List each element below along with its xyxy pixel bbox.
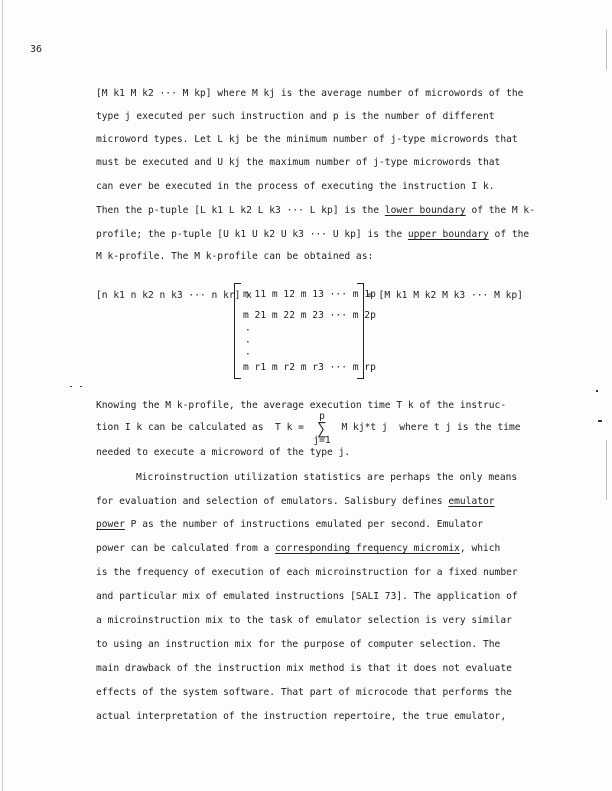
matrix-dot: · bbox=[245, 325, 251, 336]
matrix-row: m 21 m 22 m 23 ··· m 2p bbox=[243, 310, 376, 321]
text-line bbox=[96, 496, 546, 508]
matrix-dot: · bbox=[245, 337, 251, 348]
text-line bbox=[96, 543, 546, 555]
text-span: Then the p-tuple [L k1 L k2 L k3 ··· L kp] is the bbox=[96, 205, 385, 216]
text-line bbox=[96, 205, 546, 217]
scan-mark bbox=[596, 390, 598, 392]
text-span: tion I k can be calculated as T k = bbox=[96, 422, 310, 433]
scan-mark bbox=[80, 386, 82, 387]
text-line: can ever be executed in the process of executing the instruction I k. bbox=[96, 181, 495, 192]
text-line: and particular mix of emulated instructions [SALI 73]. The application of bbox=[96, 591, 518, 602]
sum-lower: j=1 bbox=[313, 435, 331, 446]
term-micromix: corresponding frequency micromix bbox=[275, 543, 460, 554]
term-power: power bbox=[96, 519, 125, 530]
text-span: of the bbox=[488, 229, 530, 240]
scan-mark bbox=[70, 386, 72, 387]
term-upper-boundary: upper boundary bbox=[407, 229, 489, 240]
term-lower-boundary: lower boundary bbox=[384, 205, 466, 216]
text-span: profile; the p-tuple [U k1 U k2 U k3 ··· U kp] is the bbox=[96, 229, 408, 240]
text-span: P as the number of instructions emulated per second. Emulator bbox=[124, 519, 483, 530]
text-line: M k-profile. The M k-profile can be obtained as: bbox=[96, 251, 374, 262]
scan-mark bbox=[598, 420, 602, 422]
text-line bbox=[96, 229, 546, 241]
scan-edge bbox=[2, 0, 3, 791]
matrix-row: m 11 m 12 m 13 ··· m 1p bbox=[243, 289, 376, 300]
text-line bbox=[96, 519, 546, 531]
text-line: is the frequency of execution of each microinstruction for a fixed number bbox=[96, 567, 518, 578]
text-span: for evaluation and selection of emulators. Salisbury defines bbox=[96, 496, 449, 507]
text-line: needed to execute a microword of the type j. bbox=[96, 447, 351, 458]
scan-edge bbox=[606, 440, 607, 500]
text-span: power can be calculated from a bbox=[96, 543, 276, 554]
text-line: a microinstruction mix to the task of emulator selection is very similar bbox=[96, 615, 512, 626]
text-span: M kj*t j where t j is the time bbox=[335, 422, 521, 433]
text-line: type j executed per such instruction and p is the number of different bbox=[96, 111, 495, 122]
scan-edge bbox=[606, 30, 607, 70]
right-vector: = [M k1 M k2 M k3 ··· M kp] bbox=[367, 290, 523, 301]
matrix bbox=[234, 283, 376, 379]
text-line: microword types. Let L kj be the minimum number of j-type microwords that bbox=[96, 134, 518, 145]
term-emulator: emulator bbox=[448, 496, 495, 507]
sigma-icon: ∑ bbox=[317, 419, 327, 438]
text-line: must be executed and U kj the maximum number of j-type microwords that bbox=[96, 157, 501, 168]
left-vector: [n k1 n k2 n k3 ··· n kr] x bbox=[96, 290, 252, 301]
text-line: Microinstruction utilization statistics are perhaps the only means bbox=[136, 472, 518, 483]
text-line: to using an instruction mix for the purpose of computer selection. The bbox=[96, 639, 501, 650]
text-line: effects of the system software. That part of microcode that performs the bbox=[96, 687, 512, 698]
text-line: actual interpretation of the instruction repertoire, the true emulator, bbox=[96, 711, 507, 722]
text-span: , which bbox=[459, 543, 501, 554]
text-span: of the M k- bbox=[465, 205, 535, 216]
text-line: [M k1 M k2 ··· M kp] where M kj is the average number of microwords of the bbox=[96, 88, 524, 99]
text-line: Knowing the M k-profile, the average execution time T k of the instruc- bbox=[96, 400, 507, 411]
sum-upper: p bbox=[319, 411, 325, 422]
matrix-row: m r1 m r2 m r3 ··· m rp bbox=[243, 362, 376, 373]
page-number: 36 bbox=[30, 44, 43, 55]
text-line: main drawback of the instruction mix method is that it does not evaluate bbox=[96, 663, 512, 674]
summation bbox=[310, 412, 334, 446]
matrix-dot: · bbox=[245, 349, 251, 360]
